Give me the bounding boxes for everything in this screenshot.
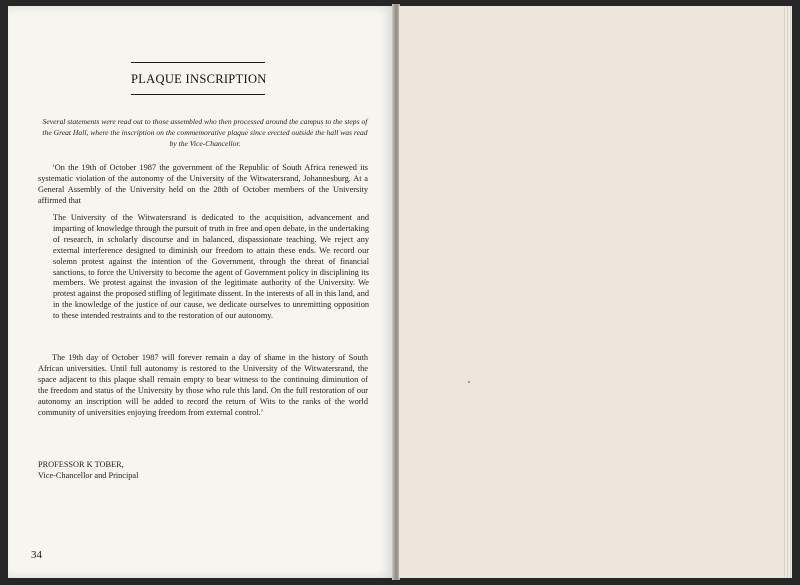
signatory-title: Vice-Chancellor and Principal (38, 471, 139, 480)
page-number: 34 (31, 549, 42, 561)
paragraph-opening: ‘On the 19th of October 1987 the government of the Republic of South Africa renewed its systematic violation of the autonomy of the University of the Witwatersrand, Johannesburg. At a General Assembly of the University held on the 28th of October members of the University affirmed that (38, 163, 368, 205)
page-edges (784, 6, 792, 578)
signatory-name: PROFESSOR K TOBER, (38, 460, 124, 469)
page-title: PLAQUE INSCRIPTION (131, 72, 267, 86)
paragraph-closing: The 19th day of October 1987 will forever remain a day of shame in the history of South African universities. Until full autonomy is restored to the University of the Witwatersrand, the space adjacent to this plaque shall remain empty to bear witness to the continuing diminution of the freedom and status of the University by those who rule this land. On the full restoration of our autonomy an inscription will be added to record the return of Wits to the ranks of the world community of universities enjoying freedom from external control.’ (38, 353, 368, 417)
affirmation-quote: The University of the Witwatersrand is dedicated to the acquisition, advancement and imparting of knowledge through the pursuit of truth in free and open debate, in the undertaking of research, in scholarly discourse and in balanced, dispassionate teaching. We reject any external interference designed to diminish our freedom to attain these ends. We record our solemn protest against the intention of the Government, through the threat of financial sanctions, to force the University to become the agent of Government policy in disciplining its members. We protest against the invasion of the legitimate authority of the University. We protest against the proposed stifling of legitimate dissent. In the interests of all in this land, and in the knowledge of the justice of our cause, we dedicate ourselves to unremitting opposition to these intended restraints and to the restoration of our autonomy. (53, 213, 369, 321)
signature-block (38, 459, 238, 481)
title-block (131, 62, 265, 95)
paper-speck (468, 381, 470, 383)
right-page-blank (399, 6, 784, 578)
intro-italic-paragraph: Several statements were read out to those assembled who then processed around the campus to the steps of the Great Hall, where the inscription on the commemorative plaque since erected outside the hall was read by the Vice-Chancellor. (42, 117, 368, 148)
title-rule-bottom (131, 94, 265, 95)
